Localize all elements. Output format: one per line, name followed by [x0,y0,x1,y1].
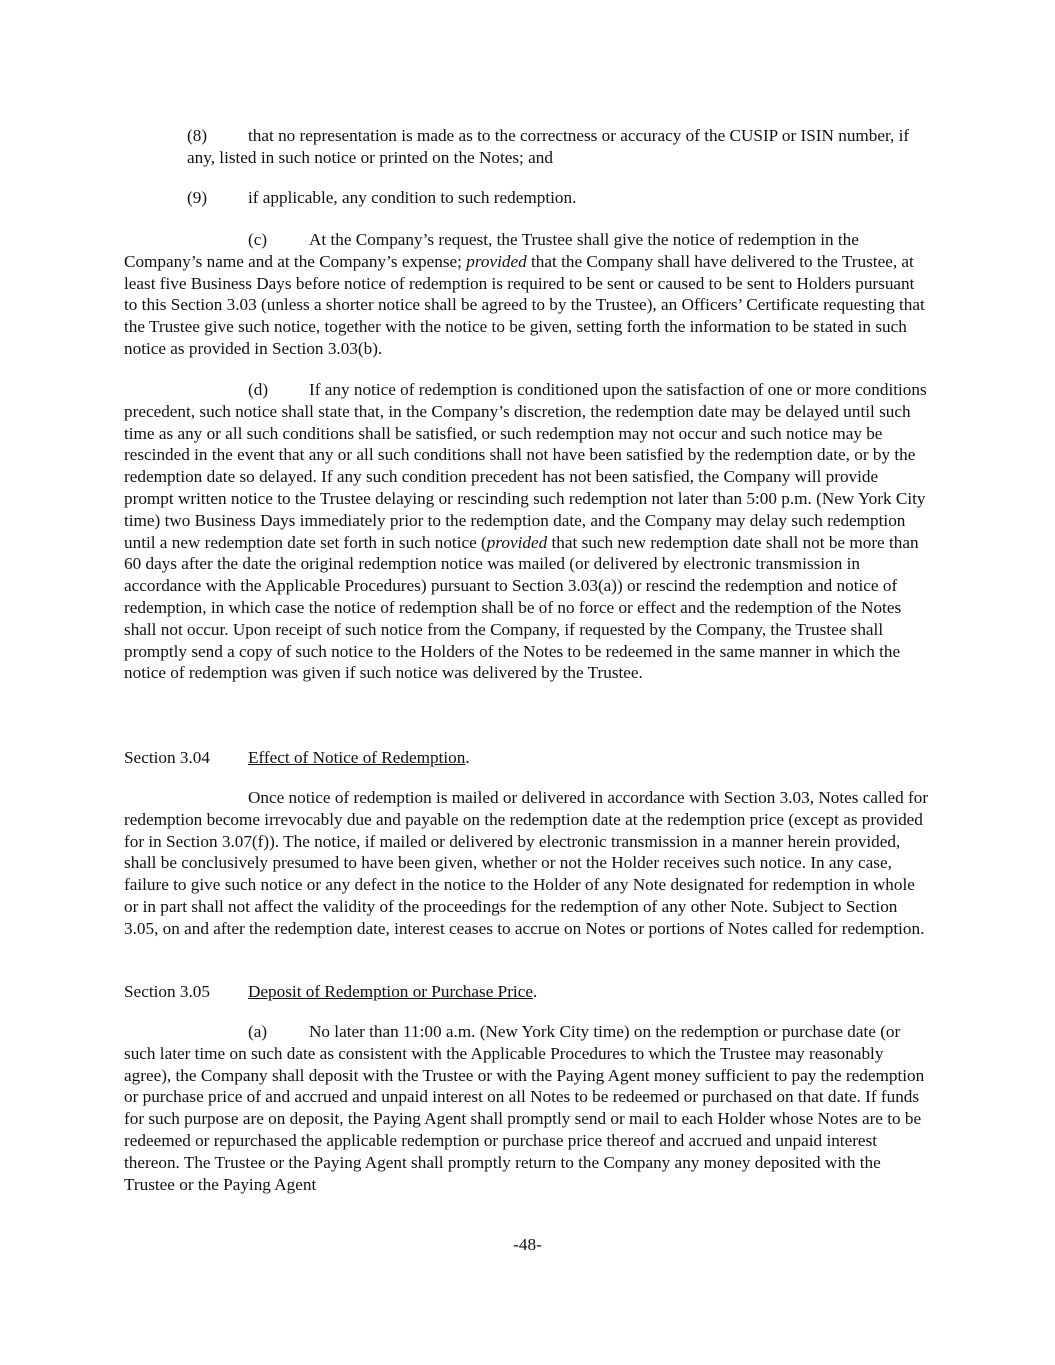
section-title: Effect of Notice of Redemption [248,748,466,767]
section-3-04-heading [124,747,932,769]
paragraph-c [124,229,932,360]
paragraph-text: that such new redemption date shall not be more than 60 days after the date the original redemption notice was mailed (or delivered by electronic transmission in accordance with the Applicable Procedures) pursuant to Section 3.03(a)) or rescind the redemption and notice of redemption, in which case the notice of redemption shall be of no force or effect and the redemption of the Notes shall not occur. Upon receipt of such notice from the Company, if requested by the Company, the Trustee shall promptly send a copy of such notice to the Holders of the Notes to be redeemed in the same manner in which the notice of redemption was given if such notice was delivered by the Trustee. [124,532,919,683]
section-3-05-heading [124,981,932,1003]
section-title: Deposit of Redemption or Purchase Price [248,982,533,1001]
section-title-period: . [465,748,470,767]
clause-9 [187,187,932,209]
clause-text: if applicable, any condition to such redemption. [248,188,577,207]
clause-number: (8) [187,126,208,145]
italic-term: provided [486,532,548,552]
section-number: Section 3.04 [124,748,210,767]
paragraph-number: (a) [248,1022,268,1041]
paragraph-text: Once notice of redemption is mailed or delivered in accordance with Section 3.03, Notes called for redemption become irrevocably due and payable on the redemption date at the redemption price (except as provided for in Section 3.07(f)). The notice, if mailed or delivered by electronic transmission in a manner herein provided, shall be conclusively presumed to have been given, whether or not the Holder receives such notice. In any case, failure to give such notice or any defect in the notice to the Holder of any Note designated for redemption in whole or in part shall not affect the validity of the proceedings for the redemption of any other Note. Subject to Section 3.05, on and after the redemption date, interest ceases to accrue on Notes or portions of Notes called for redemption. [124,788,929,938]
paragraph-text: No later than 11:00 a.m. (New York City time) on the redemption or purchase date (or such later time on such date as consistent with the Applicable Procedures to which the Trustee may reasonably agree), the Company shall deposit with the Trustee or with the Paying Agent money sufficient to pay the redemption or purchase price of and accrued and unpaid interest on all Notes to be redeemed or purchased on that date. If funds for such purpose are on deposit, the Paying Agent shall promptly send or mail to each Holder whose Notes are to be redeemed or repurchased the applicable redemption or purchase price thereof and accrued and unpaid interest thereon. The Trustee or the Paying Agent shall promptly return to the Company any money deposited with the Trustee or the Paying Agent [124,1022,925,1194]
paragraph-text: that the Company shall have delivered to the Trustee, at least five Business Days before notice of redemption is required to be sent or caused to be sent to Holders pursuant to this Section 3.03 (unless a shorter notice shall be agreed to by the Trustee), an Officers’ Certificate requesting that the Trustee give such notice, together with the notice to be given, setting forth the information to be stated in such notice as provided in Section 3.03(b). [124,251,925,358]
paragraph-number: (d) [248,380,269,399]
paragraph-a [124,1021,932,1195]
paragraph-d [124,379,932,684]
page-number: -48- [513,1235,542,1254]
italic-term: provided [466,251,527,271]
paragraph-number: (c) [248,230,268,249]
clause-8 [187,125,932,169]
section-number: Section 3.05 [124,982,210,1001]
section-title-period: . [532,982,538,1001]
clause-text: that no representation is made as to the correctness or accuracy of the CUSIP or ISIN number, if any, listed in such notice or printed on the Notes; and [187,126,910,167]
paragraph-text: At the Company’s request, the Trustee shall give the notice of redemption in the Company’s name and at the Company’s expense; [124,230,859,271]
paragraph-text: If any notice of redemption is conditioned upon the satisfaction of one or more conditions precedent, such notice shall state that, in the Company’s discretion, the redemption date may be delayed until such time as any or all such conditions shall be satisfied, or such redemption may not occur and such notice may be rescinded in the event that any or all such conditions shall not have been satisfied by the redemption date, or by the redemption date so delayed. If any such condition precedent has not been satisfied, the Company will provide prompt written notice to the Trustee delaying or rescinding such redemption not later than 5:00 p.m. (New York City time) two Business Days immediately prior to the redemption date, and the Company may delay such redemption until a new redemption date set forth in such notice ( [124,380,927,552]
section-3-04-body [124,787,932,940]
clause-number: (9) [187,188,208,207]
